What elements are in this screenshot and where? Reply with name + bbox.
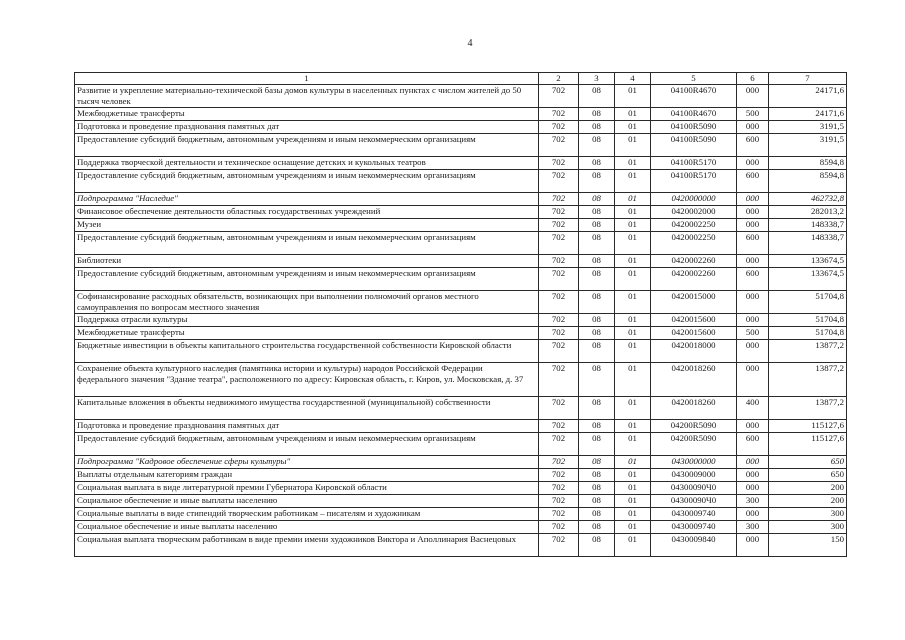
header-col-6: 6 [737, 73, 769, 85]
cell-target-article: 04300090Ч0 [651, 482, 737, 495]
cell-amount: 148338,7 [769, 232, 847, 255]
table-row [75, 108, 847, 121]
cell-subsection: 01 [615, 170, 651, 193]
table-row [75, 456, 847, 469]
cell-department: 702 [539, 397, 579, 420]
cell-name: Подготовка и проведение празднования памятных дат [75, 420, 539, 433]
cell-target-article: 0430009840 [651, 534, 737, 557]
cell-expense-type: 600 [737, 170, 769, 193]
cell-amount: 8594,8 [769, 170, 847, 193]
cell-section: 08 [579, 108, 615, 121]
cell-target-article: 0420015000 [651, 291, 737, 314]
cell-department: 702 [539, 170, 579, 193]
cell-amount: 115127,6 [769, 433, 847, 456]
cell-department: 702 [539, 521, 579, 534]
cell-target-article: 04300090Ч0 [651, 495, 737, 508]
cell-target-article: 04100R5170 [651, 157, 737, 170]
cell-department: 702 [539, 508, 579, 521]
cell-expense-type: 300 [737, 495, 769, 508]
cell-name: Межбюджетные трансферты [75, 108, 539, 121]
cell-department: 702 [539, 157, 579, 170]
cell-department: 702 [539, 495, 579, 508]
table-row [75, 397, 847, 420]
cell-target-article: 0420015600 [651, 327, 737, 340]
cell-expense-type: 600 [737, 134, 769, 157]
cell-expense-type: 000 [737, 206, 769, 219]
cell-department: 702 [539, 134, 579, 157]
cell-subsection: 01 [615, 340, 651, 363]
cell-department: 702 [539, 456, 579, 469]
table-row [75, 363, 847, 397]
cell-amount: 200 [769, 495, 847, 508]
cell-department: 702 [539, 206, 579, 219]
cell-expense-type: 000 [737, 157, 769, 170]
cell-expense-type: 000 [737, 193, 769, 206]
cell-name: Подпрограмма "Кадровое обеспечение сферы культуры" [75, 456, 539, 469]
table-row [75, 157, 847, 170]
cell-section: 08 [579, 340, 615, 363]
cell-expense-type: 000 [737, 363, 769, 397]
cell-section: 08 [579, 495, 615, 508]
cell-name: Предоставление субсидий бюджетным, автономным учреждениям и иным некоммерческим организациям [75, 232, 539, 255]
cell-section: 08 [579, 456, 615, 469]
cell-section: 08 [579, 363, 615, 397]
cell-name: Поддержка отрасли культуры [75, 314, 539, 327]
cell-subsection: 01 [615, 255, 651, 268]
cell-amount: 13877,2 [769, 363, 847, 397]
cell-department: 702 [539, 420, 579, 433]
cell-subsection: 01 [615, 433, 651, 456]
cell-subsection: 01 [615, 206, 651, 219]
cell-section: 08 [579, 521, 615, 534]
header-col-1: 1 [75, 73, 539, 85]
cell-section: 08 [579, 193, 615, 206]
table-row [75, 469, 847, 482]
cell-name: Музеи [75, 219, 539, 232]
cell-department: 702 [539, 121, 579, 134]
table-header-row [75, 73, 847, 85]
cell-expense-type: 500 [737, 108, 769, 121]
cell-target-article: 0420000000 [651, 193, 737, 206]
cell-target-article: 0430009000 [651, 469, 737, 482]
cell-target-article: 0420002000 [651, 206, 737, 219]
cell-subsection: 01 [615, 314, 651, 327]
cell-department: 702 [539, 433, 579, 456]
cell-subsection: 01 [615, 327, 651, 340]
cell-section: 08 [579, 314, 615, 327]
cell-subsection: 01 [615, 134, 651, 157]
cell-subsection: 01 [615, 219, 651, 232]
cell-department: 702 [539, 268, 579, 291]
cell-department: 702 [539, 534, 579, 557]
cell-expense-type: 500 [737, 327, 769, 340]
cell-amount: 13877,2 [769, 340, 847, 363]
cell-amount: 300 [769, 521, 847, 534]
cell-amount: 13877,2 [769, 397, 847, 420]
cell-expense-type: 000 [737, 255, 769, 268]
cell-target-article: 04100R4670 [651, 108, 737, 121]
cell-subsection: 01 [615, 232, 651, 255]
cell-target-article: 04100R5090 [651, 134, 737, 157]
cell-amount: 51704,8 [769, 327, 847, 340]
cell-subsection: 01 [615, 469, 651, 482]
cell-name: Социальная выплата в виде литературной премии Губернатора Кировской области [75, 482, 539, 495]
table-row [75, 433, 847, 456]
header-col-2: 2 [539, 73, 579, 85]
budget-table [74, 72, 847, 557]
cell-department: 702 [539, 340, 579, 363]
cell-amount: 650 [769, 469, 847, 482]
cell-expense-type: 600 [737, 268, 769, 291]
table-row [75, 170, 847, 193]
cell-expense-type: 000 [737, 121, 769, 134]
cell-section: 08 [579, 170, 615, 193]
cell-amount: 24171,6 [769, 85, 847, 108]
cell-section: 08 [579, 255, 615, 268]
table-row [75, 521, 847, 534]
cell-department: 702 [539, 85, 579, 108]
cell-subsection: 01 [615, 456, 651, 469]
cell-amount: 462732,8 [769, 193, 847, 206]
table-body [75, 85, 847, 557]
cell-name: Межбюджетные трансферты [75, 327, 539, 340]
cell-expense-type: 000 [737, 85, 769, 108]
cell-section: 08 [579, 508, 615, 521]
table-row [75, 121, 847, 134]
cell-target-article: 0430009740 [651, 508, 737, 521]
cell-expense-type: 000 [737, 469, 769, 482]
cell-name: Предоставление субсидий бюджетным, автономным учреждениям и иным некоммерческим организациям [75, 433, 539, 456]
table-row [75, 420, 847, 433]
cell-name: Развитие и укрепление материально-технической базы домов культуры в населенных пунктах с числом жителей до 50 тысяч человек [75, 85, 539, 108]
cell-amount: 300 [769, 508, 847, 521]
cell-target-article: 0420002260 [651, 255, 737, 268]
cell-amount: 51704,8 [769, 314, 847, 327]
cell-subsection: 01 [615, 193, 651, 206]
cell-target-article: 0420018260 [651, 397, 737, 420]
table-row [75, 193, 847, 206]
cell-department: 702 [539, 291, 579, 314]
cell-expense-type: 000 [737, 456, 769, 469]
cell-name: Библиотеки [75, 255, 539, 268]
cell-name: Социальные выплаты в виде стипендий творческим работникам – писателям и художникам [75, 508, 539, 521]
cell-department: 702 [539, 193, 579, 206]
cell-subsection: 01 [615, 420, 651, 433]
cell-amount: 133674,5 [769, 268, 847, 291]
cell-amount: 3191,5 [769, 121, 847, 134]
cell-target-article: 0420002250 [651, 219, 737, 232]
cell-name: Предоставление субсидий бюджетным, автономным учреждениям и иным некоммерческим организациям [75, 170, 539, 193]
cell-name: Социальное обеспечение и иные выплаты населению [75, 495, 539, 508]
cell-target-article: 04200R5090 [651, 420, 737, 433]
cell-section: 08 [579, 206, 615, 219]
cell-amount: 24171,6 [769, 108, 847, 121]
cell-subsection: 01 [615, 108, 651, 121]
cell-department: 702 [539, 314, 579, 327]
cell-target-article: 04100R5090 [651, 121, 737, 134]
cell-section: 08 [579, 327, 615, 340]
cell-subsection: 01 [615, 495, 651, 508]
cell-department: 702 [539, 219, 579, 232]
table-row [75, 482, 847, 495]
cell-target-article: 0420002260 [651, 268, 737, 291]
table-row [75, 255, 847, 268]
cell-section: 08 [579, 157, 615, 170]
cell-subsection: 01 [615, 85, 651, 108]
header-col-3: 3 [579, 73, 615, 85]
cell-expense-type: 000 [737, 314, 769, 327]
table-row [75, 232, 847, 255]
table-row [75, 291, 847, 314]
table-row [75, 268, 847, 291]
cell-amount: 8594,8 [769, 157, 847, 170]
cell-department: 702 [539, 255, 579, 268]
cell-section: 08 [579, 397, 615, 420]
cell-name: Предоставление субсидий бюджетным, автономным учреждениям и иным некоммерческим организациям [75, 134, 539, 157]
table-row [75, 534, 847, 557]
cell-amount: 150 [769, 534, 847, 557]
cell-section: 08 [579, 291, 615, 314]
cell-department: 702 [539, 108, 579, 121]
cell-amount: 51704,8 [769, 291, 847, 314]
cell-subsection: 01 [615, 157, 651, 170]
cell-name: Подготовка и проведение празднования памятных дат [75, 121, 539, 134]
cell-expense-type: 600 [737, 232, 769, 255]
cell-target-article: 0430009740 [651, 521, 737, 534]
cell-section: 08 [579, 469, 615, 482]
cell-name: Подпрограмма "Наследие" [75, 193, 539, 206]
cell-name: Финансовое обеспечение деятельности областных государственных учреждений [75, 206, 539, 219]
cell-department: 702 [539, 469, 579, 482]
cell-target-article: 0420018260 [651, 363, 737, 397]
cell-name: Сохранение объекта культурного наследия (памятника истории и культуры) народов Российской Федерации федерального значения "Здание театра", расположенного по адресу: Кировская область, г. Киров, ул. Московская, д. 37 [75, 363, 539, 397]
cell-section: 08 [579, 420, 615, 433]
cell-expense-type: 000 [737, 291, 769, 314]
cell-section: 08 [579, 232, 615, 255]
cell-section: 08 [579, 134, 615, 157]
cell-subsection: 01 [615, 291, 651, 314]
cell-target-article: 0420018000 [651, 340, 737, 363]
cell-expense-type: 000 [737, 482, 769, 495]
cell-amount: 650 [769, 456, 847, 469]
cell-expense-type: 300 [737, 521, 769, 534]
cell-amount: 200 [769, 482, 847, 495]
cell-subsection: 01 [615, 482, 651, 495]
cell-subsection: 01 [615, 121, 651, 134]
cell-subsection: 01 [615, 397, 651, 420]
cell-expense-type: 000 [737, 219, 769, 232]
header-col-4: 4 [615, 73, 651, 85]
table-row [75, 314, 847, 327]
table-row [75, 219, 847, 232]
header-col-5: 5 [651, 73, 737, 85]
cell-section: 08 [579, 219, 615, 232]
cell-subsection: 01 [615, 363, 651, 397]
cell-expense-type: 000 [737, 340, 769, 363]
cell-section: 08 [579, 268, 615, 291]
cell-name: Бюджетные инвестиции в объекты капитального строительства государственной собственности Кировской области [75, 340, 539, 363]
table-row [75, 495, 847, 508]
cell-subsection: 01 [615, 268, 651, 291]
cell-subsection: 01 [615, 534, 651, 557]
cell-subsection: 01 [615, 521, 651, 534]
header-col-7: 7 [769, 73, 847, 85]
cell-amount: 148338,7 [769, 219, 847, 232]
cell-target-article: 0420015600 [651, 314, 737, 327]
cell-section: 08 [579, 85, 615, 108]
cell-department: 702 [539, 363, 579, 397]
cell-amount: 133674,5 [769, 255, 847, 268]
table-row [75, 508, 847, 521]
cell-amount: 3191,5 [769, 134, 847, 157]
cell-name: Поддержка творческой деятельности и техническое оснащение детских и кукольных театров [75, 157, 539, 170]
cell-name: Предоставление субсидий бюджетным, автономным учреждениям и иным некоммерческим организациям [75, 268, 539, 291]
cell-section: 08 [579, 121, 615, 134]
cell-name: Социальное обеспечение и иные выплаты населению [75, 521, 539, 534]
cell-target-article: 04100R5170 [651, 170, 737, 193]
table-row [75, 206, 847, 219]
table-row [75, 340, 847, 363]
table-row [75, 85, 847, 108]
cell-name: Капитальные вложения в объекты недвижимого имущества государственной (муниципальной) собственности [75, 397, 539, 420]
cell-expense-type: 000 [737, 508, 769, 521]
cell-target-article: 04100R4670 [651, 85, 737, 108]
cell-department: 702 [539, 232, 579, 255]
cell-subsection: 01 [615, 508, 651, 521]
page-number: 4 [467, 38, 473, 49]
cell-name: Выплаты отдельным категориям граждан [75, 469, 539, 482]
cell-target-article: 04200R5090 [651, 433, 737, 456]
table-row [75, 134, 847, 157]
cell-name: Софинансирование расходных обязательств, возникающих при выполнении полномочий органов местного самоуправления по вопросам местного значения [75, 291, 539, 314]
cell-target-article: 0420002250 [651, 232, 737, 255]
cell-expense-type: 000 [737, 420, 769, 433]
cell-section: 08 [579, 433, 615, 456]
cell-name: Социальная выплата творческим работникам в виде премии имени художников Виктора и Аполлинария Васнецовых [75, 534, 539, 557]
cell-amount: 115127,6 [769, 420, 847, 433]
cell-expense-type: 000 [737, 534, 769, 557]
cell-section: 08 [579, 482, 615, 495]
cell-expense-type: 400 [737, 397, 769, 420]
cell-expense-type: 600 [737, 433, 769, 456]
cell-department: 702 [539, 327, 579, 340]
cell-amount: 282013,2 [769, 206, 847, 219]
cell-department: 702 [539, 482, 579, 495]
cell-target-article: 0430000000 [651, 456, 737, 469]
table-row [75, 327, 847, 340]
cell-section: 08 [579, 534, 615, 557]
